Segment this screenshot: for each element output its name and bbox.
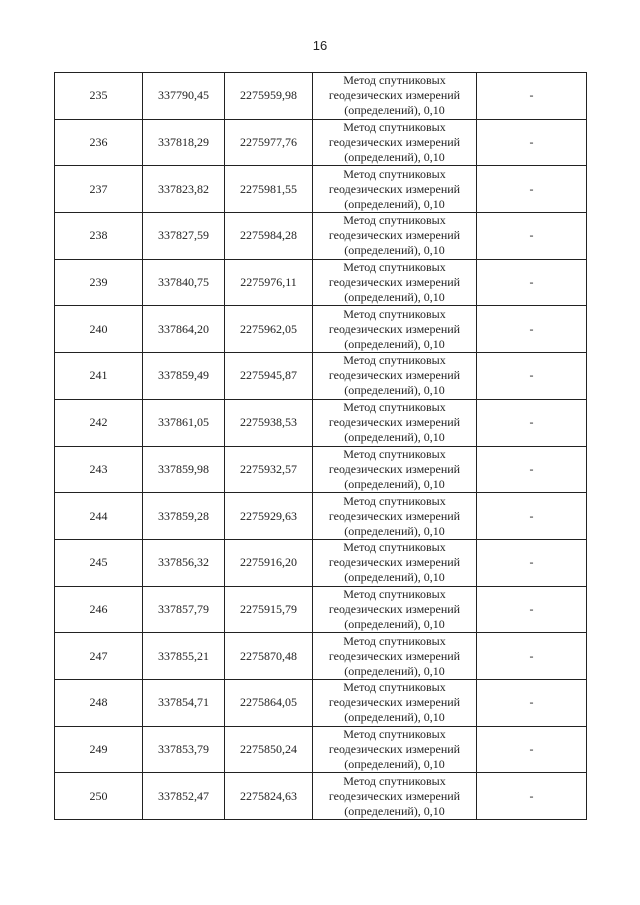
method-line: Метод спутниковых [343,306,446,321]
method-line: геодезических измерений [328,321,461,336]
coordinate-y-cell: 2275977,76 [225,119,313,166]
coordinate-x-cell: 337853,79 [143,726,225,773]
method-cell [313,773,477,820]
coordinate-x-cell: 337840,75 [143,259,225,306]
method-line: (определений), 0,10 [344,243,445,258]
note-cell: - [477,73,587,120]
coordinate-y-cell: 2275981,55 [225,166,313,213]
method-line: (определений), 0,10 [344,196,445,211]
method-line: геодезических измерений [328,275,461,290]
point-number-cell: 249 [55,726,143,773]
note-cell: - [477,119,587,166]
note-cell: - [477,353,587,400]
method-line: Метод спутниковых [343,166,446,181]
note-cell: - [477,493,587,540]
method-cell [313,446,477,493]
coordinate-x-cell: 337818,29 [143,119,225,166]
coordinate-x-cell: 337823,82 [143,166,225,213]
coordinate-y-cell: 2275938,53 [225,399,313,446]
point-number-cell: 238 [55,213,143,260]
method-line: (определений), 0,10 [344,290,445,305]
table-row [55,539,587,586]
method-line: геодезических измерений [328,695,461,710]
method-line: геодезических измерений [328,461,461,476]
method-line: геодезических измерений [328,135,461,150]
coordinate-y-cell: 2275932,57 [225,446,313,493]
coordinate-y-cell: 2275929,63 [225,493,313,540]
coordinate-x-cell: 337859,28 [143,493,225,540]
method-cell [313,353,477,400]
note-cell: - [477,213,587,260]
point-number-cell: 241 [55,353,143,400]
method-line: Метод спутниковых [343,680,446,695]
table-row [55,399,587,446]
coordinate-y-cell: 2275916,20 [225,539,313,586]
point-number-cell: 244 [55,493,143,540]
method-line: (определений), 0,10 [344,523,445,538]
point-number-cell: 242 [55,399,143,446]
point-number-cell: 248 [55,679,143,726]
point-number-cell: 239 [55,259,143,306]
coordinates-table [54,72,587,820]
coordinate-y-cell: 2275870,48 [225,633,313,680]
coordinate-y-cell: 2275945,87 [225,353,313,400]
table-row [55,119,587,166]
method-line: Метод спутниковых [343,260,446,275]
note-cell: - [477,446,587,493]
method-line: Метод спутниковых [343,446,446,461]
coordinate-y-cell: 2275984,28 [225,213,313,260]
table-row [55,166,587,213]
table-row [55,586,587,633]
table-row [55,726,587,773]
method-line: Метод спутниковых [343,73,446,88]
note-cell: - [477,166,587,213]
method-line: геодезических измерений [328,88,461,103]
method-line: геодезических измерений [328,741,461,756]
coordinate-x-cell: 337864,20 [143,306,225,353]
method-line: Метод спутниковых [343,773,446,788]
page-number: 16 [312,38,328,53]
note-cell: - [477,539,587,586]
point-number-cell: 236 [55,119,143,166]
note-cell: - [477,679,587,726]
method-line: (определений), 0,10 [344,616,445,631]
method-line: (определений), 0,10 [344,803,445,818]
method-line: Метод спутниковых [343,120,446,135]
coordinate-x-cell: 337827,59 [143,213,225,260]
method-cell [313,73,477,120]
table-row [55,213,587,260]
coordinate-y-cell: 2275962,05 [225,306,313,353]
note-cell: - [477,259,587,306]
point-number-cell: 246 [55,586,143,633]
point-number-cell: 250 [55,773,143,820]
note-cell: - [477,399,587,446]
coordinate-x-cell: 337855,21 [143,633,225,680]
method-line: геодезических измерений [328,181,461,196]
coordinate-x-cell: 337861,05 [143,399,225,446]
method-line: (определений), 0,10 [344,476,445,491]
table-row [55,446,587,493]
coordinate-y-cell: 2275915,79 [225,586,313,633]
point-number-cell: 243 [55,446,143,493]
method-line: Метод спутниковых [343,213,446,228]
method-cell [313,166,477,213]
method-line: (определений), 0,10 [344,430,445,445]
note-cell: - [477,586,587,633]
coordinate-x-cell: 337854,71 [143,679,225,726]
method-line: (определений), 0,10 [344,570,445,585]
coordinate-x-cell: 337790,45 [143,73,225,120]
coordinate-x-cell: 337856,32 [143,539,225,586]
table-row [55,493,587,540]
method-line: геодезических измерений [328,415,461,430]
method-cell [313,679,477,726]
note-cell: - [477,773,587,820]
method-line: Метод спутниковых [343,633,446,648]
coordinate-x-cell: 337852,47 [143,773,225,820]
coordinate-x-cell: 337857,79 [143,586,225,633]
coordinate-y-cell: 2275850,24 [225,726,313,773]
point-number-cell: 235 [55,73,143,120]
method-cell [313,726,477,773]
coordinate-y-cell: 2275824,63 [225,773,313,820]
point-number-cell: 237 [55,166,143,213]
method-cell [313,259,477,306]
method-cell [313,586,477,633]
coordinate-y-cell: 2275959,98 [225,73,313,120]
method-cell [313,539,477,586]
method-cell [313,633,477,680]
method-line: геодезических измерений [328,228,461,243]
method-cell [313,399,477,446]
coordinate-y-cell: 2275864,05 [225,679,313,726]
point-number-cell: 247 [55,633,143,680]
method-line: Метод спутниковых [343,726,446,741]
method-line: (определений), 0,10 [344,336,445,351]
table-row [55,353,587,400]
coordinate-y-cell: 2275976,11 [225,259,313,306]
note-cell: - [477,726,587,773]
method-line: (определений), 0,10 [344,663,445,678]
method-line: геодезических измерений [328,555,461,570]
method-cell [313,119,477,166]
point-number-cell: 240 [55,306,143,353]
coordinate-x-cell: 337859,49 [143,353,225,400]
method-line: (определений), 0,10 [344,756,445,771]
method-line: Метод спутниковых [343,353,446,368]
point-number-cell: 245 [55,539,143,586]
note-cell: - [477,306,587,353]
method-line: Метод спутниковых [343,493,446,508]
method-cell [313,213,477,260]
method-cell [313,306,477,353]
table-row [55,73,587,120]
method-line: Метод спутниковых [343,400,446,415]
method-line: Метод спутниковых [343,586,446,601]
method-line: геодезических измерений [328,601,461,616]
method-line: (определений), 0,10 [344,383,445,398]
coordinates-table-body [55,73,587,820]
method-line: геодезических измерений [328,648,461,663]
method-line: (определений), 0,10 [344,150,445,165]
method-line: геодезических измерений [328,368,461,383]
table-row [55,306,587,353]
method-cell [313,493,477,540]
note-cell: - [477,633,587,680]
method-line: геодезических измерений [328,508,461,523]
coordinate-x-cell: 337859,98 [143,446,225,493]
table-row [55,633,587,680]
table-row [55,773,587,820]
method-line: Метод спутниковых [343,540,446,555]
method-line: геодезических измерений [328,788,461,803]
table-row [55,259,587,306]
method-line: (определений), 0,10 [344,103,445,118]
table-row [55,679,587,726]
method-line: (определений), 0,10 [344,710,445,725]
